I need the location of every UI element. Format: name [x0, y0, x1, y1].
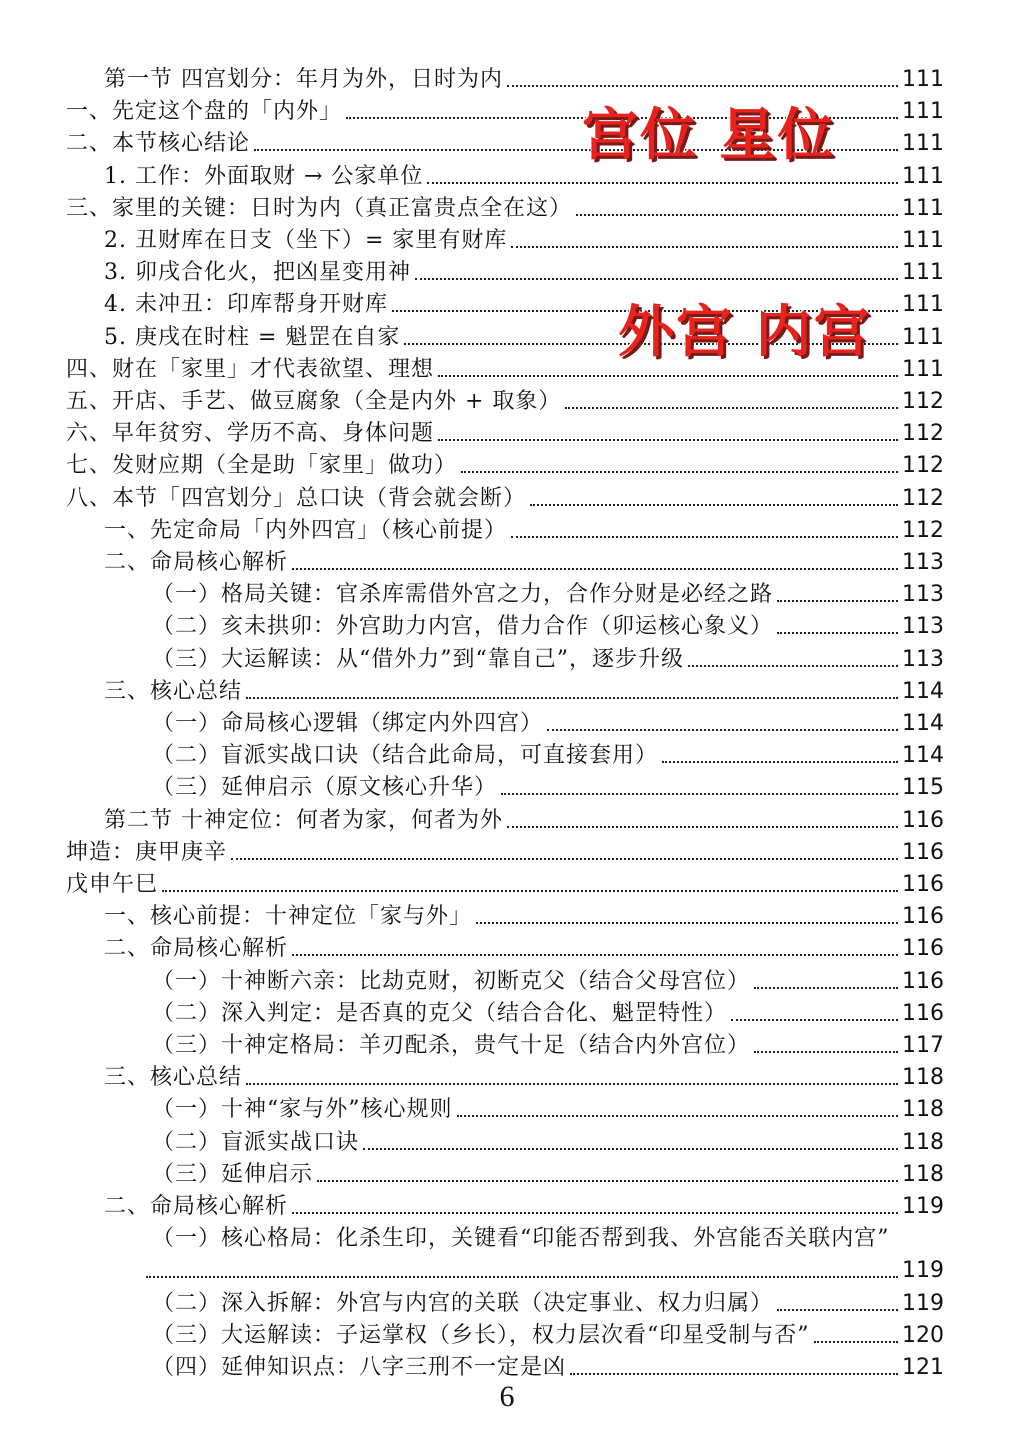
toc-entry-title: （三）大运解读：子运掌权（乡长），权力层次看“印星受制与否” — [152, 1322, 810, 1348]
toc-entry-page: 111 — [902, 163, 944, 189]
toc-dot-leader — [231, 858, 898, 860]
toc-dot-leader — [246, 697, 898, 699]
toc-dot-leader — [731, 1019, 898, 1021]
toc-entry-page: 118 — [902, 1065, 944, 1091]
toc-entry-page: 114 — [902, 678, 944, 704]
toc-entry-page: 121 — [902, 1355, 944, 1380]
toc-entry[interactable] — [152, 1223, 890, 1253]
toc-entry[interactable] — [104, 805, 944, 835]
toc-entry[interactable] — [152, 708, 944, 738]
toc-entry-page: 111 — [902, 131, 944, 157]
overlay-label-top: 宫位 星位 — [582, 103, 836, 168]
toc-dot-leader — [565, 407, 898, 409]
toc-entry[interactable] — [104, 547, 944, 577]
toc-entry[interactable] — [104, 1191, 944, 1221]
toc-dot-leader — [688, 665, 898, 667]
toc-entry-page: 114 — [902, 743, 944, 769]
toc-dot-leader — [476, 922, 898, 924]
toc-dot-leader — [501, 793, 898, 795]
toc-dot-leader — [292, 954, 898, 956]
toc-entry[interactable] — [104, 933, 944, 963]
toc-dot-leader — [547, 729, 898, 731]
toc-entry-title: （一）十神断六亲：比劫克财，初断克父（结合父母宫位） — [152, 968, 751, 994]
toc-entry-title: 4. 未冲丑：印库帮身开财库 — [104, 292, 388, 318]
toc-dot-leader — [777, 1309, 898, 1311]
toc-dot-leader — [363, 1148, 898, 1150]
toc-entry-title: （一）十神“家与外”核心规则 — [152, 1097, 453, 1123]
toc-entry[interactable] — [104, 64, 944, 94]
toc-entry[interactable] — [152, 611, 944, 641]
toc-entry-page: 113 — [902, 646, 944, 672]
toc-entry[interactable] — [66, 837, 944, 867]
toc-entry-page: 111 — [902, 260, 944, 286]
toc-entry-page: 116 — [902, 807, 944, 833]
toc-entry-page: 111 — [902, 228, 944, 253]
toc-entry[interactable] — [152, 1320, 944, 1350]
toc-entry-page: 115 — [902, 775, 944, 801]
toc-entry-page: 111 — [902, 324, 944, 350]
toc-entry-title: （三）十神定格局：羊刃配杀，贵气十足（结合内外宫位） — [152, 1033, 751, 1058]
toc-dot-leader — [292, 1212, 898, 1214]
toc-entry-page: 119 — [902, 1194, 944, 1219]
toc-dot-leader — [317, 1180, 898, 1182]
toc-entry[interactable] — [146, 1255, 944, 1285]
toc-entry-title: （三）延伸启示 — [152, 1161, 314, 1187]
toc-entry[interactable] — [104, 257, 944, 287]
toc-entry-title: （一）核心格局：化杀生印，关键看“印能否帮到我、外宫能否关联内宫” — [152, 1226, 890, 1252]
toc-entry-page: 117 — [902, 1033, 944, 1058]
toc-entry-page: 113 — [902, 582, 944, 608]
toc-dot-leader — [427, 182, 898, 184]
toc-entry-page: 114 — [902, 711, 944, 736]
toc-entry-page: 120 — [902, 1322, 944, 1348]
toc-dot-leader — [162, 890, 898, 892]
toc-entry-page: 118 — [902, 1097, 944, 1123]
toc-dot-leader — [777, 632, 898, 634]
toc-entry-page: 112 — [902, 453, 944, 479]
toc-entry[interactable] — [66, 869, 944, 899]
toc-entry-title: 七、发财应期（全是助「家里」做功） — [66, 453, 458, 479]
toc-dot-leader — [777, 600, 898, 602]
toc-entry[interactable] — [66, 386, 944, 416]
toc-entry[interactable] — [66, 483, 944, 513]
toc-entry-title: （二）深入拆解：外宫与内宫的关联（决定事业、权力归属） — [152, 1290, 774, 1316]
toc-dot-leader — [415, 278, 898, 280]
toc-entry-title: 1. 工作：外面取财 → 公家单位 — [104, 163, 424, 189]
toc-entry-title: （一）命局核心逻辑（绑定内外四宫） — [152, 711, 544, 736]
toc-entry[interactable] — [66, 450, 944, 480]
toc-dot-leader — [507, 826, 898, 828]
toc-entry-title: （三）延伸启示（原文核心升华） — [152, 775, 498, 801]
toc-entry-title: （四）延伸知识点：八字三刑不一定是凶 — [152, 1355, 567, 1380]
toc-entry-title: （一）格局关键：官杀库需借外宫之力，合作分财是必经之路 — [152, 582, 774, 608]
toc-dot-leader — [292, 568, 898, 570]
toc-entry[interactable] — [152, 740, 944, 770]
toc-entry-page: 116 — [902, 1000, 944, 1026]
toc-entry-title: 一、核心前提：十神定位「家与外」 — [104, 904, 473, 930]
toc-dot-leader — [530, 504, 898, 506]
toc-entry-title: （二）盲派实战口诀（结合此命局，可直接套用） — [152, 743, 659, 769]
toc-entry-page: 112 — [902, 389, 944, 414]
toc-entry-title: 三、家里的关键：日时为内（真正富贵点全在这） — [66, 195, 573, 221]
toc-dot-leader — [754, 1051, 898, 1053]
toc-entry[interactable] — [152, 772, 944, 802]
toc-entry[interactable] — [104, 676, 944, 706]
toc-entry-page: 119 — [902, 1258, 944, 1284]
toc-entry-title: （二）亥未拱卯：外宫助力内宫，借力合作（卯运核心象义） — [152, 614, 774, 640]
toc-entry[interactable] — [104, 901, 944, 931]
toc-entry[interactable] — [152, 1159, 944, 1189]
toc-dot-leader — [507, 85, 898, 87]
toc-dot-leader — [438, 375, 898, 377]
toc-entry-page: 111 — [902, 99, 944, 125]
toc-dot-leader — [662, 761, 898, 763]
toc-entry-title: 三、核心总结 — [104, 1065, 243, 1091]
overlay-label-bottom: 外宫 内宫 — [618, 300, 872, 365]
toc-dot-leader — [146, 1276, 898, 1278]
toc-entry-title: 一、先定这个盘的「内外」 — [66, 99, 343, 125]
page-number: 6 — [499, 1380, 515, 1413]
toc-entry-title: 二、命局核心解析 — [104, 550, 289, 575]
toc-entry[interactable] — [152, 966, 944, 996]
toc-dot-leader — [511, 246, 898, 248]
toc-entry[interactable] — [152, 1094, 944, 1124]
toc-entry-page: 111 — [902, 356, 944, 382]
toc-entry[interactable] — [66, 418, 944, 448]
toc-entry-page: 116 — [902, 839, 944, 865]
toc-dot-leader — [814, 1341, 899, 1343]
toc-entry-page: 112 — [902, 421, 944, 447]
toc-entry[interactable] — [152, 1288, 944, 1318]
toc-entry[interactable] — [104, 515, 944, 545]
toc-entry-page: 118 — [902, 1161, 944, 1187]
toc-dot-leader — [511, 536, 898, 538]
toc-entry[interactable] — [152, 644, 944, 674]
toc-entry[interactable] — [152, 998, 944, 1028]
toc-entry-title: 坤造：庚甲庚辛 — [66, 839, 228, 865]
toc-entry-title: （三）大运解读：从“借外力”到“靠自己”，逐步升级 — [152, 646, 684, 672]
toc-entry[interactable] — [66, 193, 944, 223]
toc-dot-leader — [754, 987, 898, 989]
toc-entry-title: （二）盲派实战口诀 — [152, 1129, 360, 1155]
toc-entry-page: 113 — [902, 614, 944, 640]
toc-entry-page: 118 — [902, 1129, 944, 1155]
toc-entry-page: 116 — [902, 904, 944, 930]
toc-entry-page: 112 — [902, 485, 944, 511]
toc-entry-title: 第二节 十神定位：何者为家，何者为外 — [104, 807, 503, 833]
toc-entry-title: 二、本节核心结论 — [66, 131, 251, 157]
toc-entry-title: 八、本节「四宫划分」总口诀（背会就会断） — [66, 485, 527, 511]
toc-entry-title: 二、命局核心解析 — [104, 936, 289, 962]
toc-entry[interactable] — [152, 1030, 944, 1060]
toc-entry[interactable] — [152, 579, 944, 609]
toc-entry-page: 113 — [902, 550, 944, 575]
toc-entry-title: 戊申午巳 — [66, 872, 159, 897]
toc-entry-title: 六、早年贫穷、学历不高、身体问题 — [66, 421, 435, 447]
toc-entry-page: 111 — [902, 292, 944, 318]
toc-entry-title: 四、财在「家里」才代表欲望、理想 — [66, 356, 435, 382]
toc-dot-leader — [457, 1115, 899, 1117]
toc-dot-leader — [438, 439, 898, 441]
toc-entry-title: 第一节 四宫划分：年月为外，日时为内 — [104, 67, 503, 92]
toc-dot-leader — [576, 214, 898, 216]
toc-entry[interactable] — [152, 1127, 944, 1157]
toc-entry-title: 五、开店、手艺、做豆腐象（全是内外 + 取象） — [66, 389, 562, 414]
toc-entry[interactable] — [152, 1352, 944, 1382]
toc-entry-title: 2. 丑财库在日支（坐下）= 家里有财库 — [104, 228, 508, 253]
toc-entry[interactable] — [104, 1062, 944, 1092]
toc-entry-page: 119 — [902, 1290, 944, 1316]
toc-entry-title: 三、核心总结 — [104, 678, 243, 704]
toc-dot-leader — [570, 1373, 898, 1375]
toc-entry-title: （二）深入判定：是否真的克父（结合合化、魁罡特性） — [152, 1000, 728, 1026]
toc-entry-title: 5. 庚戌在时柱 = 魁罡在自家 — [104, 324, 401, 350]
toc-entry-title: 3. 卯戌合化火，把凶星变用神 — [104, 260, 411, 286]
toc-entry-title: 一、先定命局「内外四宫」（核心前提） — [104, 517, 508, 543]
toc-entry-title: 二、命局核心解析 — [104, 1194, 289, 1219]
toc-entry-page: 111 — [902, 67, 944, 92]
toc-entry-page: 116 — [902, 936, 944, 962]
toc-entry-page: 111 — [902, 195, 944, 221]
toc-entry[interactable] — [104, 225, 944, 255]
toc-dot-leader — [246, 1083, 898, 1085]
toc-entry-page: 116 — [902, 968, 944, 994]
toc-entry-page: 112 — [902, 517, 944, 543]
toc-entry-page: 116 — [902, 872, 944, 897]
toc-dot-leader — [461, 471, 898, 473]
